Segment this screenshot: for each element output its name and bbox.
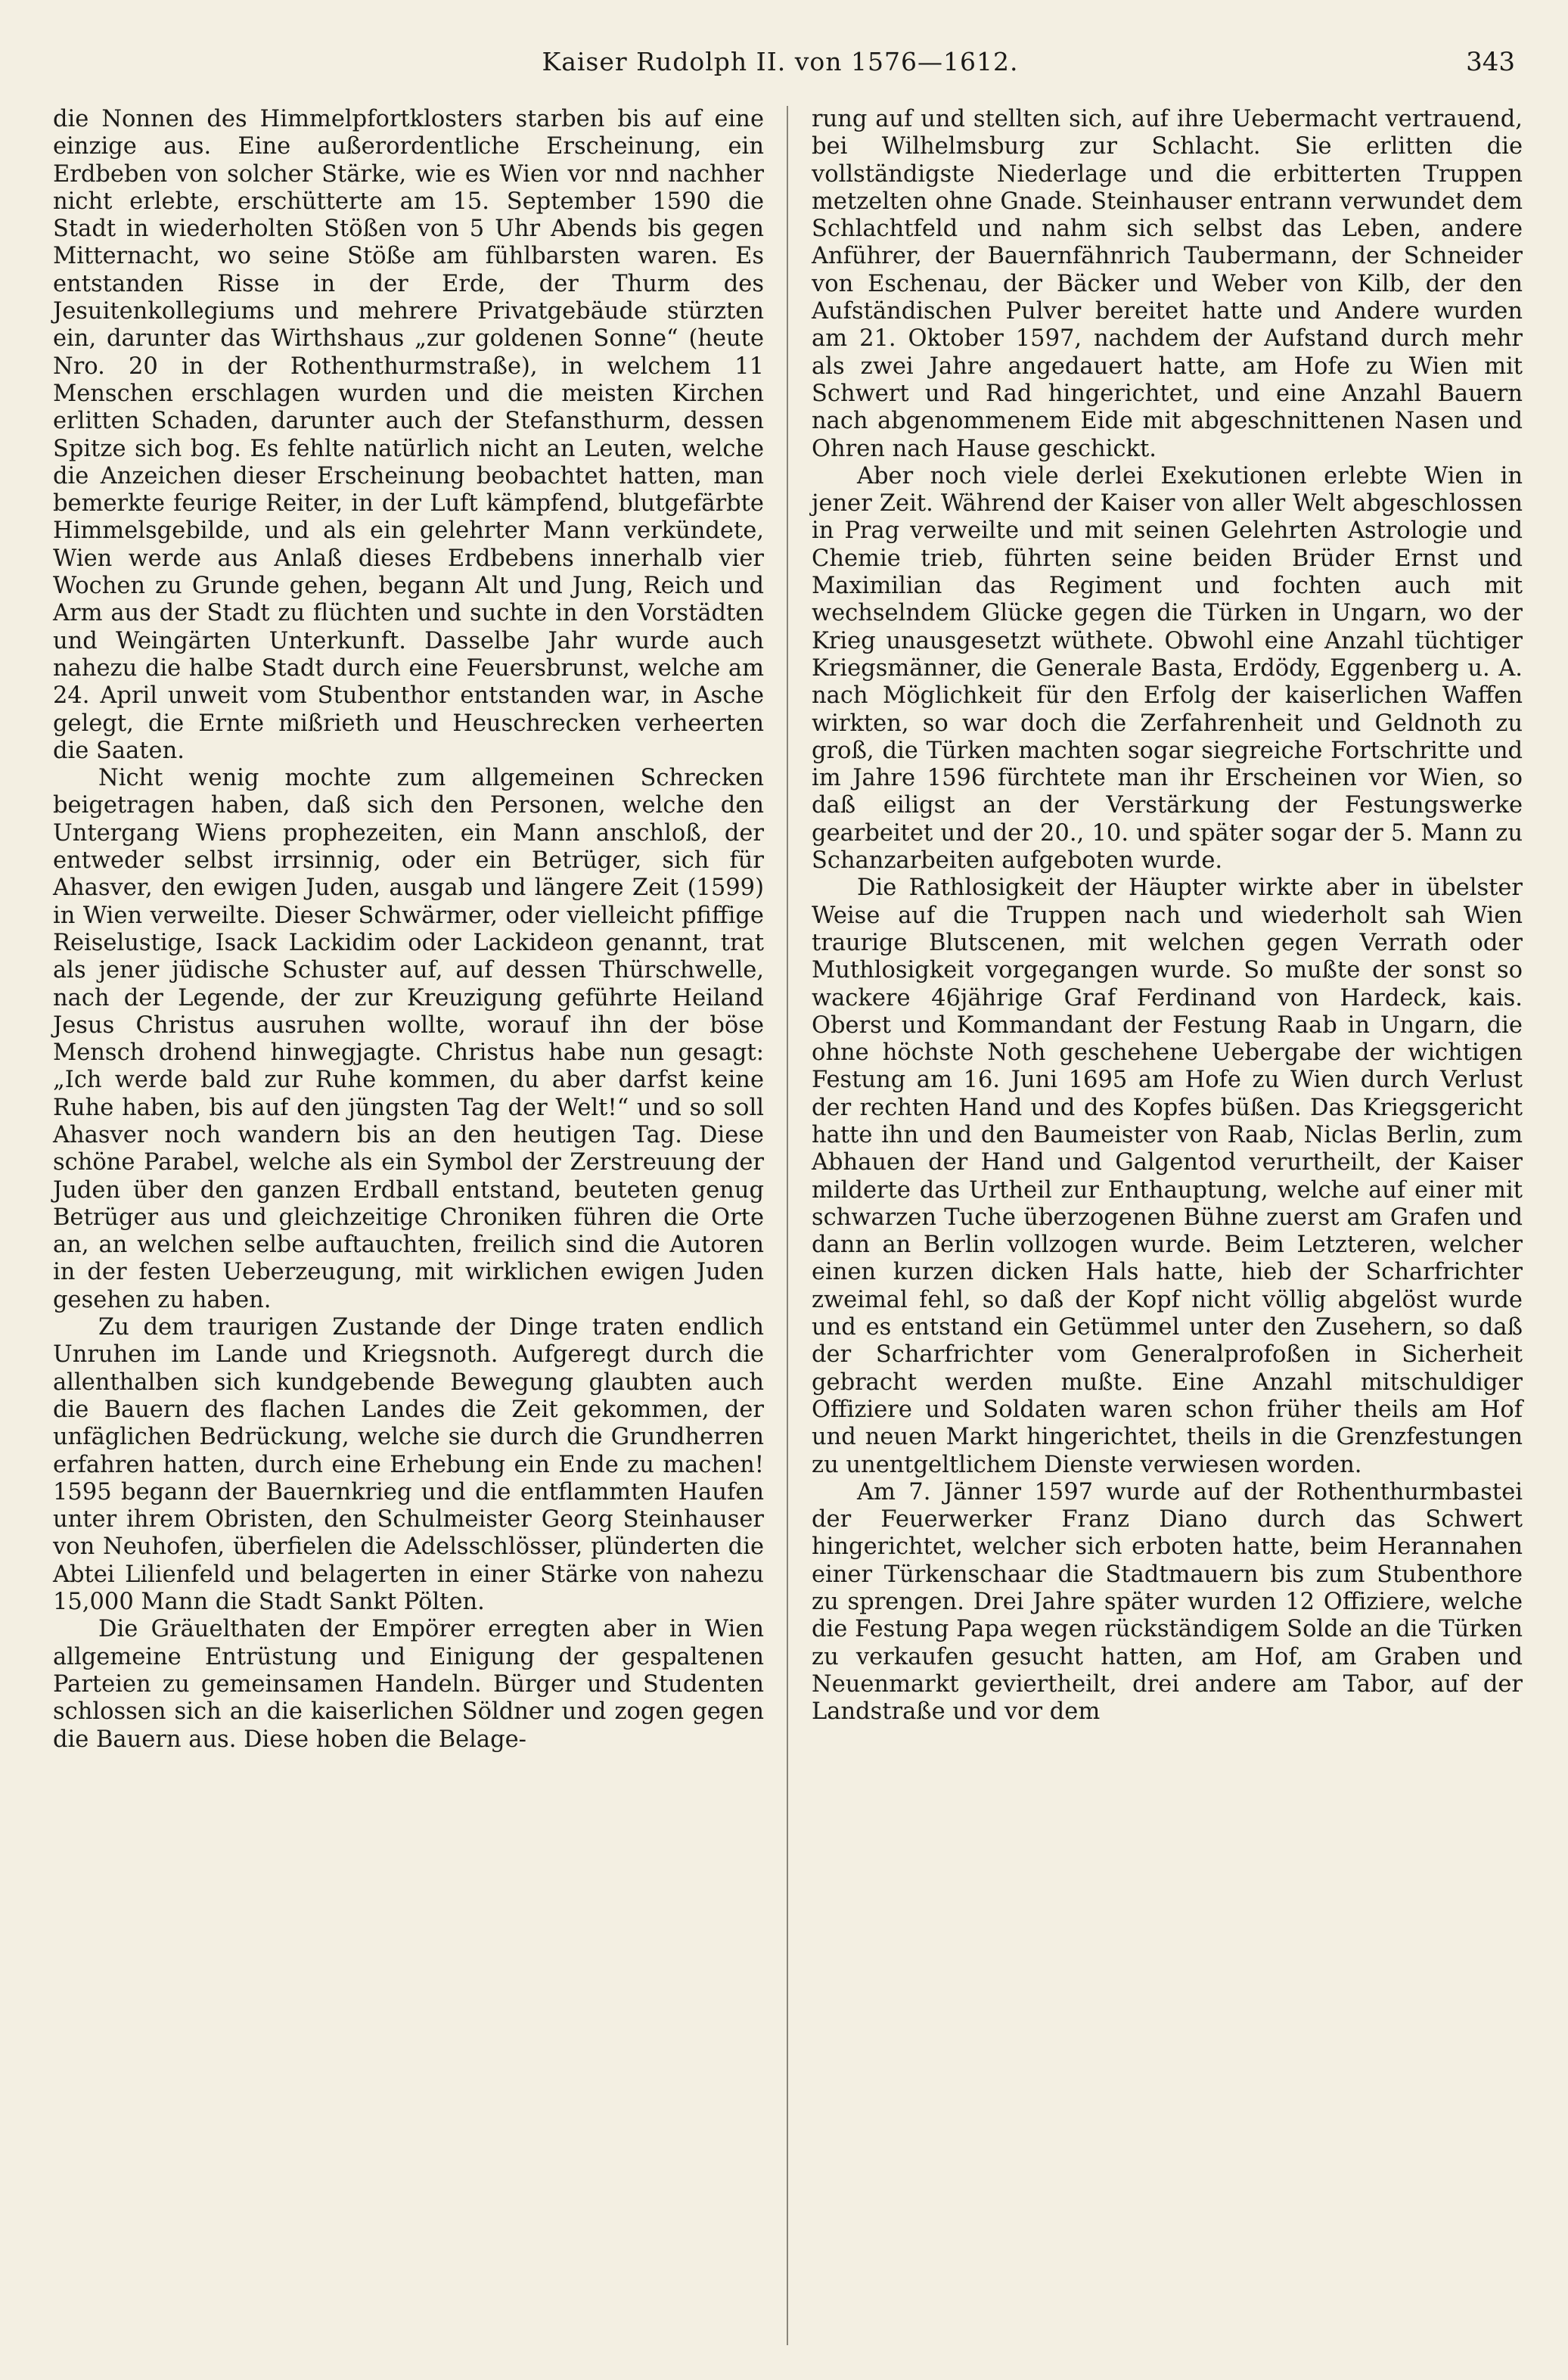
paragraph: rung auf und stellten sich, auf ihre Uebermacht vertrauend, bei Wilhelmsburg zur Schlacht. Sie erlitten die vollständigste Niederlage und die erbitterten Truppen metzelten ohne Gnade. Steinhauser entrann verwundet dem Schlachtfeld und nahm sich selbst das Leben, andere Anführer, der Bauernfähnrich Taubermann, der Schneider von Eschenau, der Bäcker und Weber von Kilb, der den Aufständischen Pulver bereitet hatte und Andere wurden am 21. Oktober 1597, nachdem der Aufstand durch mehr als zwei Jahre angedauert hatte, am Hofe zu Wien mit Schwert und Rad hingerichtet, und eine Anzahl Bauern nach abgenommenem Eide mit abgeschnittenen Nasen und Ohren nach Hause geschickt. [812,106,1523,462]
running-title: Kaiser Rudolph II. von 1576—1612. [542,47,1019,76]
paragraph: Aber noch viele derlei Exekutionen erlebte Wien in jener Zeit. Während der Kaiser von aller Welt abgeschlossen in Prag verweilte und mit seinen Gelehrten Astrologie und Chemie trieb, führten seine beiden Brüder Ernst und Maximilian das Regiment und fochten auch mit wechselndem Glücke gegen die Türken in Ungarn, wo der Krieg unausgesetzt wüthete. Obwohl eine Anzahl tüchtiger Kriegsmänner, die Generale Basta, Erdödy, Eggenberg u. A. nach Möglichkeit für den Erfolg der kaiserlichen Waffen wirkten, so war doch die Zerfahrenheit und Geldnoth zu groß, die Türken machten sogar siegreiche Fortschritte und im Jahre 1596 fürchtete man ihr Erscheinen vor Wien, so daß eiligst an der Verstärkung der Festungswerke gearbeitet und der 20., 10. und später sogar der 5. Mann zu Schanzarbeiten aufgeboten wurde. [812,462,1523,875]
page-number: 343 [1466,47,1515,77]
left-column [53,106,764,1754]
column-divider [787,106,788,2345]
paragraph: die Nonnen des Himmelpfortklosters starben bis auf eine einzige aus. Eine außerordentliche Erscheinung, ein Erdbeben von solcher Stärke, wie es Wien vor nnd nachher nicht erlebte, erschütterte am 15. September 1590 die Stadt in wiederholten Stößen von 5 Uhr Abends bis gegen Mitternacht, wo seine Stöße am fühlbarsten waren. Es entstanden Risse in der Erde, der Thurm des Jesuitenkollegiums und mehrere Privatgebäude stürzten ein, darunter das Wirthshaus „zur goldenen Sonne“ (heute Nro. 20 in der Rothenthurmstraße), in welchem 11 Menschen erschlagen wurden und die meisten Kirchen erlitten Schaden, darunter auch der Stefansthurm, dessen Spitze sich bog. Es fehlte natürlich nicht an Leuten, welche die Anzeichen dieser Erscheinung beobachtet hatten, man bemerkte feurige Reiter, in der Luft kämpfend, blutgefärbte Himmelsgebilde, und als ein gelehrter Mann verkündete, Wien werde aus Anlaß dieses Erdbebens innerhalb vier Wochen zu Grunde gehen, begann Alt und Jung, Reich und Arm aus der Stadt zu flüchten und suchte in den Vorstädten und Weingärten Unterkunft. Dasselbe Jahr wurde auch nahezu die halbe Stadt durch eine Feuersbrunst, welche am 24. April unweit vom Stubenthor entstanden war, in Asche gelegt, die Ernte mißrieth und Heuschrecken verheerten die Saaten. [53,106,764,764]
right-column [812,106,1523,1726]
paragraph: Die Gräuelthaten der Empörer erregten aber in Wien allgemeine Entrüstung und Einigung der gespaltenen Parteien zu gemeinsamen Handeln. Bürger und Studenten schlossen sich an die kaiserlichen Söldner und zogen gegen die Bauern aus. Diese hoben die Belage- [53,1616,764,1753]
paragraph: Zu dem traurigen Zustande der Dinge traten endlich Unruhen im Lande und Kriegsnoth. Aufgeregt durch die allenthalben sich kundgebende Bewegung glaubten auch die Bauern des flachen Landes die Zeit gekommen, der unfäglichen Bedrückung, welche sie durch die Grundherren erfahren hatten, durch eine Erhebung ein Ende zu machen! 1595 begann der Bauernkrieg und die entflammten Haufen unter ihrem Obristen, den Schulmeister Georg Steinhauser von Neuhofen, überfielen die Adelsschlösser, plünderten die Abtei Lilienfeld und belagerten in einer Stärke von nahezu 15,000 Mann die Stadt Sankt Pölten. [53,1314,764,1616]
paragraph: Nicht wenig mochte zum allgemeinen Schrecken beigetragen haben, daß sich den Personen, welche den Untergang Wiens prophezeiten, ein Mann anschloß, der entweder selbst irrsinnig, oder ein Betrüger, sich für Ahasver, den ewigen Juden, ausgab und längere Zeit (1599) in Wien verweilte. Dieser Schwärmer, oder vielleicht pfiffige Reiselustige, Isack Lackidim oder Lackideon genannt, trat als jener jüdische Schuster auf, auf dessen Thürschwelle, nach der Legende, der zur Kreuzigung geführte Heiland Jesus Christus ausruhen wollte, worauf ihn der böse Mensch drohend hinwegjagte. Christus habe nun gesagt: „Ich werde bald zur Ruhe kommen, du aber darfst keine Ruhe haben, bis auf den jüngsten Tag der Welt!“ und so soll Ahasver noch wandern bis an den heutigen Tag. Diese schöne Parabel, welche als ein Symbol der Zerstreuung der Juden über den ganzen Erdball entstand, beuteten genug Betrüger aus und gleichzeitige Chroniken führen die Orte an, an welchen selbe auftauchten, freilich sind die Autoren in der festen Ueberzeugung, mit wirklichen ewigen Juden gesehen zu haben. [53,765,764,1313]
paragraph: Die Rathlosigkeit der Häupter wirkte aber in übelster Weise auf die Truppen nach und wiederholt sah Wien traurige Blutscenen, mit welchen gegen Verrath oder Muthlosigkeit vorgegangen wurde. So mußte der sonst so wackere 46jährige Graf Ferdinand von Hardeck, kais. Oberst und Kommandant der Festung Raab in Ungarn, die ohne höchste Noth geschehene Uebergabe der wichtigen Festung am 16. Juni 1695 am Hofe zu Wien durch Verlust der rechten Hand und des Kopfes büßen. Das Kriegsgericht hatte ihn und den Baumeister von Raab, Niclas Berlin, zum Abhauen der Hand und Galgentod verurtheilt, der Kaiser milderte das Urtheil zur Enthauptung, welche auf einer mit schwarzen Tuche überzogenen Bühne zuerst am Grafen und dann an Berlin vollzogen wurde. Beim Letzteren, welcher einen kurzen dicken Hals hatte, hieb der Scharfrichter zweimal fehl, so daß der Kopf nicht völlig abgelöst wurde und es entstand ein Getümmel unter den Zusehern, so daß der Scharfrichter vom Generalprofoßen in Sicherheit gebracht werden mußte. Eine Anzahl mitschuldiger Offiziere und Soldaten waren schon früher theils am Hof und neuen Markt hingerichtet, theils in die Grenzfestungen zu unentgeltlichem Dienste verwiesen worden. [812,875,1523,1478]
paragraph: Am 7. Jänner 1597 wurde auf der Rothenthurmbastei der Feuerwerker Franz Diano durch das Schwert hingerichtet, welcher sich erboten hatte, beim Herannahen einer Türkenschaar die Stadtmauern bis zum Stubenthore zu sprengen. Drei Jahre später wurden 12 Offiziere, welche die Festung Papa wegen rückständigem Solde an die Türken zu verkaufen gesucht hatten, am Hof, am Graben und Neuenmarkt geviertheilt, drei andere am Tabor, auf der Landstraße und vor dem [812,1478,1523,1726]
page-header [45,47,1515,92]
